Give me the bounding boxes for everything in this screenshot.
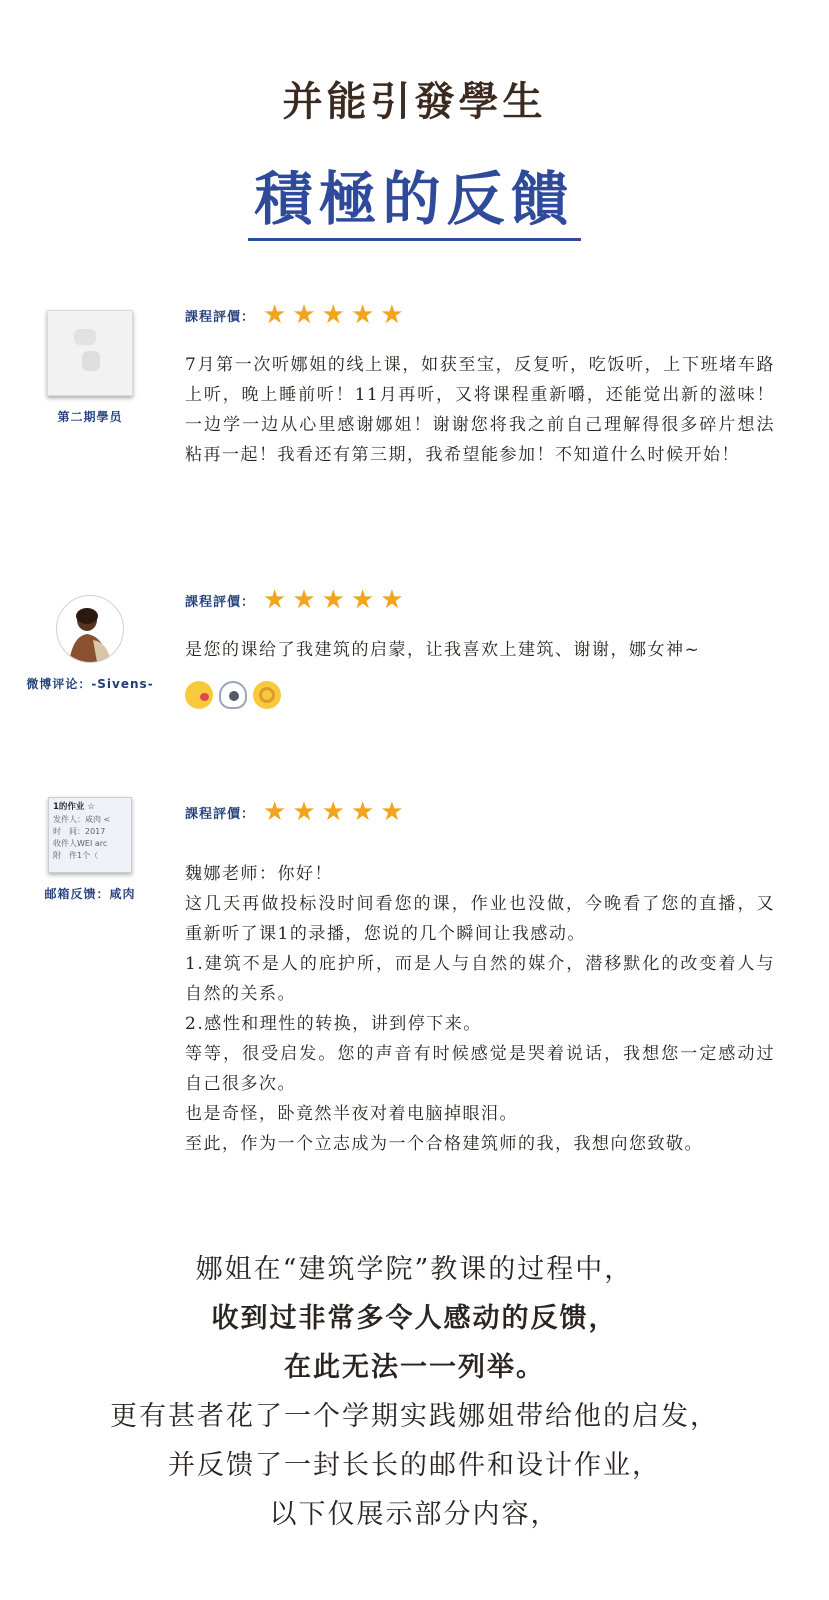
cry-emoji-icon: [253, 681, 281, 709]
star-icon: ★: [263, 797, 287, 827]
closing-line: 在此无法一一列举。: [284, 1352, 545, 1383]
review-content: [185, 797, 775, 1159]
review-line: 等等，很受启发。您的声音有时候感觉是哭着说话，我想您一定感动过自己很多次。: [185, 1044, 775, 1094]
mail-title: 1的作业 ☆: [53, 802, 95, 812]
star-icon: ★: [292, 585, 316, 615]
closing-line: 以下仅展示部分内容，: [269, 1499, 560, 1530]
star-icon: ★: [321, 585, 345, 615]
title-wrap: [0, 165, 829, 241]
star-icon: ★: [380, 585, 404, 615]
star-icon: ★: [292, 300, 316, 330]
star-icon: ★: [263, 300, 287, 330]
review-line: 2.感性和理性的转换，讲到停下来。: [185, 1014, 482, 1034]
star-icon: ★: [380, 797, 404, 827]
star-icon: ★: [350, 797, 375, 827]
review-text: [185, 350, 775, 470]
reviewer-1: [20, 310, 160, 425]
review-line: 这几天再做投标没时间看您的课，作业也没做，今晚看了您的直播，又重新听了课1的录播，您说的几个瞬间让我感动。: [185, 894, 775, 944]
review-line: 魏娜老师：你好！: [185, 864, 333, 884]
star-icon: ★: [263, 585, 287, 615]
star-rating: [263, 587, 410, 613]
star-icon: ★: [350, 585, 375, 615]
star-icon: ★: [321, 300, 345, 330]
closing-line: 更有甚者花了一个学期实践娜姐带给他的启发，: [110, 1401, 719, 1432]
reviewer-3: [20, 797, 160, 902]
star-icon: ★: [350, 300, 375, 330]
review-content: [185, 300, 775, 470]
rating-row: [185, 797, 775, 827]
reviewer-2: [20, 595, 160, 692]
reviewer-caption: 第二期學员: [57, 410, 123, 424]
star-icon: ★: [292, 797, 316, 827]
headline: 并能引發學生: [282, 79, 547, 125]
review-text: [185, 859, 775, 1159]
reviewer-caption: 微博评论：-Sivens-: [26, 677, 154, 691]
review-line: 也是奇怪，卧竟然半夜对着电脑掉眼泪。: [185, 1104, 518, 1124]
mail-sender: 发件人：咸肉 <: [53, 814, 111, 824]
rating-label: 課程評價：: [185, 806, 256, 822]
star-rating: [263, 302, 410, 328]
review-line: 至此，作为一个立志成为一个合格建筑师的我，我想向您致敬。: [185, 1134, 703, 1154]
mail-time: 时 间：2017: [53, 826, 106, 836]
closing-line: 娜姐在“建筑学院”教课的过程中，: [195, 1254, 634, 1285]
kiss-emoji-icon: [185, 681, 213, 709]
review-text: [185, 635, 775, 665]
mail-to: 收件人WEI arc: [53, 838, 108, 848]
rating-label: 課程評價：: [185, 594, 256, 610]
review-paragraph: 是您的课给了我建筑的启蒙，让我喜欢上建筑、谢谢，娜女神~: [185, 640, 701, 660]
review-paragraph: 7月第一次听娜姐的线上课，如获至宝，反复听，吃饭听，上下班堵车路上听，晚上睡前听！11月再听，又将课程重新嚼，还能觉出新的滋味！一边学一边从心里感谢娜姐！谢谢您将我之前自己理解得很多碎片想法粘再一起！我看还有第三期，我希望能参加！不知道什么时候开始！: [185, 355, 775, 465]
review-content: [185, 585, 775, 709]
rating-row: [185, 585, 775, 615]
closing-line: 收到过非常多令人感动的反馈，: [211, 1303, 618, 1334]
mail-thumbnail: [48, 797, 132, 873]
star-icon: ★: [321, 797, 345, 827]
closing-line: 并反馈了一封长长的邮件和设计作业，: [168, 1450, 661, 1481]
avatar-image: [47, 310, 133, 396]
star-rating: [263, 799, 410, 825]
closing-text: [0, 1245, 829, 1539]
rating-row: [185, 300, 775, 330]
mail-attach: 附 件1个（: [53, 850, 99, 860]
rating-label: 課程評價：: [185, 309, 256, 325]
emoji-row: [185, 681, 775, 709]
section-title: 積極的反饋: [248, 168, 580, 241]
avatar-image: [56, 595, 124, 663]
review-line: 1.建筑不是人的庇护所，而是人与自然的媒介，潜移默化的改变着人与自然的关系。: [185, 954, 775, 1004]
ghost-emoji-icon: [219, 681, 247, 709]
reviewer-caption: 邮箱反馈：咸肉: [44, 887, 136, 901]
star-icon: ★: [380, 300, 404, 330]
